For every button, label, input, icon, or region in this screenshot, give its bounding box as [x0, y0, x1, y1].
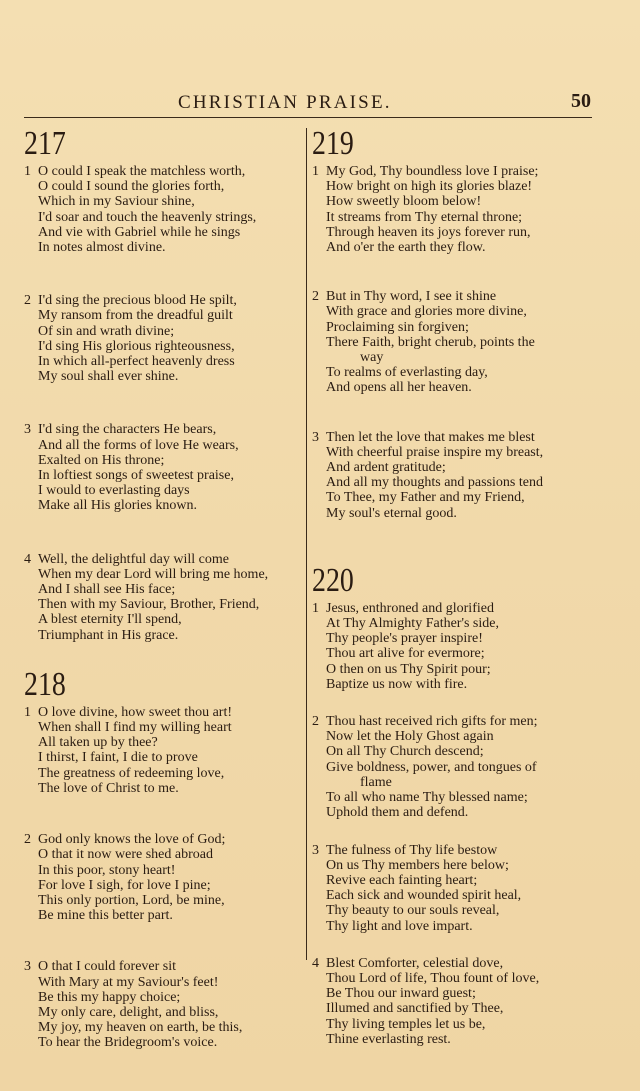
hymn [24, 126, 306, 643]
verse-line: It streams from Thy eternal throne; [326, 209, 523, 225]
verse-line: How sweetly bloom below! [326, 194, 482, 210]
verse-line: Thine everlasting rest. [326, 1031, 451, 1047]
verse-line-text: Then let the love that makes me blest [326, 429, 535, 445]
verse-line: And o'er the earth they flow. [326, 240, 486, 256]
verse-number: 2 [312, 289, 319, 305]
verse-line: O could I sound the glories forth, [38, 179, 225, 195]
verse-line: Each sick and wounded spirit heal, [326, 888, 522, 904]
verse-line-text: My God, Thy boundless love I praise; [326, 164, 539, 179]
verse [312, 956, 592, 1047]
hymn [24, 667, 306, 1051]
verse-line: Revive each fainting heart; [326, 872, 478, 888]
verse-line: Thy light and love impart. [326, 918, 473, 934]
verse-line: In notes almost divine. [38, 240, 166, 256]
verse-line [312, 714, 592, 729]
verse-number: 1 [24, 704, 31, 720]
verse-line-text: I'd sing the precious blood He spilt, [38, 293, 237, 309]
verse-number: 3 [312, 429, 319, 445]
verse-line: To realms of everlasting day, [326, 365, 488, 381]
verse-line [312, 601, 592, 616]
verse-line: Make all His glories known. [38, 498, 198, 514]
verse-line: I thirst, I faint, I die to prove [38, 750, 198, 766]
verse [24, 422, 306, 513]
verse [312, 714, 592, 820]
verse-line: With grace and glories more divine, [326, 304, 527, 320]
verse-line: My soul shall ever shine. [38, 369, 179, 385]
verse-line: Thou art alive for evermore; [326, 646, 485, 662]
left-column [24, 126, 306, 1051]
verse-line: When shall I find my willing heart [38, 720, 232, 736]
verse-line-text: O that I could forever sit [38, 959, 177, 975]
column-divider [306, 128, 307, 960]
verse-line-text: O love divine, how sweet thou art! [38, 704, 233, 720]
verse-line: And I shall see His face; [38, 582, 176, 598]
verse [24, 552, 306, 643]
verse-line: Be mine this better part. [38, 908, 173, 924]
verse-line: Triumphant in His grace. [38, 627, 179, 643]
verse-line-text: O could I speak the matchless worth, [38, 164, 246, 179]
verse-line-text: Thou hast received rich gifts for men; [326, 714, 538, 730]
verse-line: Which in my Saviour shine, [38, 194, 195, 210]
verse-line: My ransom from the dreadful guilt [38, 308, 233, 324]
verse-line [24, 422, 306, 437]
verse-line: How bright on high its glories blaze! [326, 179, 533, 195]
verse-line-text: Blest Comforter, celestial dove, [326, 955, 504, 971]
verse-line: Now let the Holy Ghost again [326, 729, 494, 745]
verse-line [24, 832, 306, 847]
verse [312, 289, 592, 395]
verse [24, 164, 306, 255]
verse-number: 2 [312, 714, 319, 730]
verse-line: This only portion, Lord, be mine, [38, 892, 225, 908]
verse-line: The love of Christ to me. [38, 780, 179, 796]
verse-line: flame [360, 774, 392, 790]
verse [24, 293, 306, 384]
hymn-number: 218 [24, 665, 66, 703]
verse-line-text: The fulness of Thy life bestow [326, 842, 498, 858]
verse-line [312, 956, 592, 971]
verse-line: I would to everlasting days [38, 483, 190, 499]
verse-number: 4 [312, 955, 319, 971]
verse-line: To hear the Bridegroom's voice. [38, 1035, 218, 1051]
verse [312, 164, 592, 255]
verse-line: A blest eternity I'll spend, [38, 612, 182, 628]
verse-line: Give boldness, power, and tongues of [326, 759, 537, 775]
verse-line-text: Jesus, enthroned and glorified [326, 600, 494, 616]
verse-line: And vie with Gabriel while he sings [38, 224, 241, 240]
verse-line [24, 164, 306, 179]
verse-number: 2 [24, 832, 31, 848]
verse-line: The greatness of redeeming love, [38, 765, 225, 781]
verse-line: To all who name Thy blessed name; [326, 790, 528, 806]
hymn-number: 219 [312, 125, 354, 162]
verse-line: My only care, delight, and bliss, [38, 1004, 219, 1020]
verse-line: At Thy Almighty Father's side, [326, 616, 499, 632]
verse [24, 959, 306, 1050]
verse [24, 832, 306, 923]
verse-line-text: But in Thy word, I see it shine [326, 289, 497, 305]
hymn-number: 220 [312, 561, 354, 599]
verse-line: In loftiest songs of sweetest praise, [38, 468, 234, 484]
verse-line: O then on us Thy Spirit pour; [326, 661, 491, 677]
verse-line: With cheerful praise inspire my breast, [326, 444, 544, 460]
verse-line: To Thee, my Father and my Friend, [326, 490, 525, 506]
verse-line [24, 552, 306, 567]
page-number: 50 [571, 90, 591, 112]
right-column [312, 126, 592, 1047]
verse-line: And all my thoughts and passions tend [326, 475, 543, 491]
verse-line [312, 430, 592, 445]
hymn [312, 126, 592, 521]
verse-line: Thou Lord of life, Thou fount of love, [326, 970, 540, 986]
verse-line: My joy, my heaven on earth, be this, [38, 1020, 243, 1036]
verse-line [312, 843, 592, 858]
verse [312, 430, 592, 521]
verse-line: I'd sing His glorious righteousness, [38, 338, 235, 354]
verse-line: Illumed and sanctified by Thee, [326, 1001, 504, 1017]
verse-line: All taken up by thee? [38, 735, 158, 751]
verse-line: There Faith, bright cherub, points the [326, 334, 535, 350]
running-title: CHRISTIAN PRAISE. [178, 92, 392, 113]
verse-line: With Mary at my Saviour's feet! [38, 974, 219, 990]
verse-line: Then with my Saviour, Brother, Friend, [38, 597, 260, 613]
verse-line: On all Thy Church descend; [326, 744, 484, 760]
verse-number: 3 [24, 422, 31, 438]
verse-line: O that it now were shed abroad [38, 847, 213, 863]
verse-line: Baptize us now with fire. [326, 676, 468, 692]
hymn-number: 217 [24, 125, 66, 162]
verse-line: When my dear Lord will bring me home, [38, 566, 269, 582]
verse-line: Thy beauty to our souls reveal, [326, 903, 500, 919]
verse-line: My soul's eternal good. [326, 505, 457, 521]
verse-line: On us Thy members here below; [326, 857, 509, 873]
verse-line [312, 164, 592, 179]
verse-line [24, 293, 306, 308]
verse-line: Thy living temples let us be, [326, 1016, 486, 1032]
verse-line: Be this my happy choice; [38, 989, 181, 1005]
verse-line: Exalted on His throne; [38, 452, 165, 468]
verse-number: 3 [24, 959, 31, 975]
verse-line-text: I'd sing the characters He bears, [38, 422, 217, 438]
verse-number: 1 [312, 600, 319, 616]
verse-line [24, 705, 306, 720]
verse-line: And ardent gratitude; [326, 460, 446, 476]
verse-line: And all the forms of love He wears, [38, 437, 239, 453]
running-header [0, 90, 640, 120]
verse-line-text: Well, the delightful day will come [38, 551, 229, 567]
verse-number: 1 [312, 164, 319, 179]
verse-number: 3 [312, 842, 319, 858]
verse-line: Thy people's prayer inspire! [326, 631, 483, 647]
verse-line: I'd soar and touch the heavenly strings, [38, 209, 257, 225]
verse-number: 2 [24, 293, 31, 309]
verse-number: 1 [24, 164, 31, 179]
verse [312, 601, 592, 692]
hymn [312, 563, 592, 1047]
verse-line: Uphold them and defend. [326, 805, 469, 821]
verse-line: way [360, 350, 384, 366]
verse-line: And opens all her heaven. [326, 380, 472, 396]
verse-line: Through heaven its joys forever run, [326, 224, 531, 240]
verse-line-text: God only knows the love of God; [38, 832, 226, 848]
verse [24, 705, 306, 796]
verse-number: 4 [24, 551, 31, 567]
verse-line: Proclaiming sin forgiven; [326, 319, 469, 335]
verse-line [312, 289, 592, 304]
verse-line: In which all-perfect heavenly dress [38, 354, 235, 370]
verse-line: Of sin and wrath divine; [38, 323, 175, 339]
verse [312, 843, 592, 934]
verse-line [24, 959, 306, 974]
verse-line: For love I sigh, for love I pine; [38, 877, 211, 893]
verse-line: Be Thou our inward guest; [326, 986, 476, 1002]
verse-line: In this poor, stony heart! [38, 862, 176, 878]
header-rule [24, 117, 592, 118]
